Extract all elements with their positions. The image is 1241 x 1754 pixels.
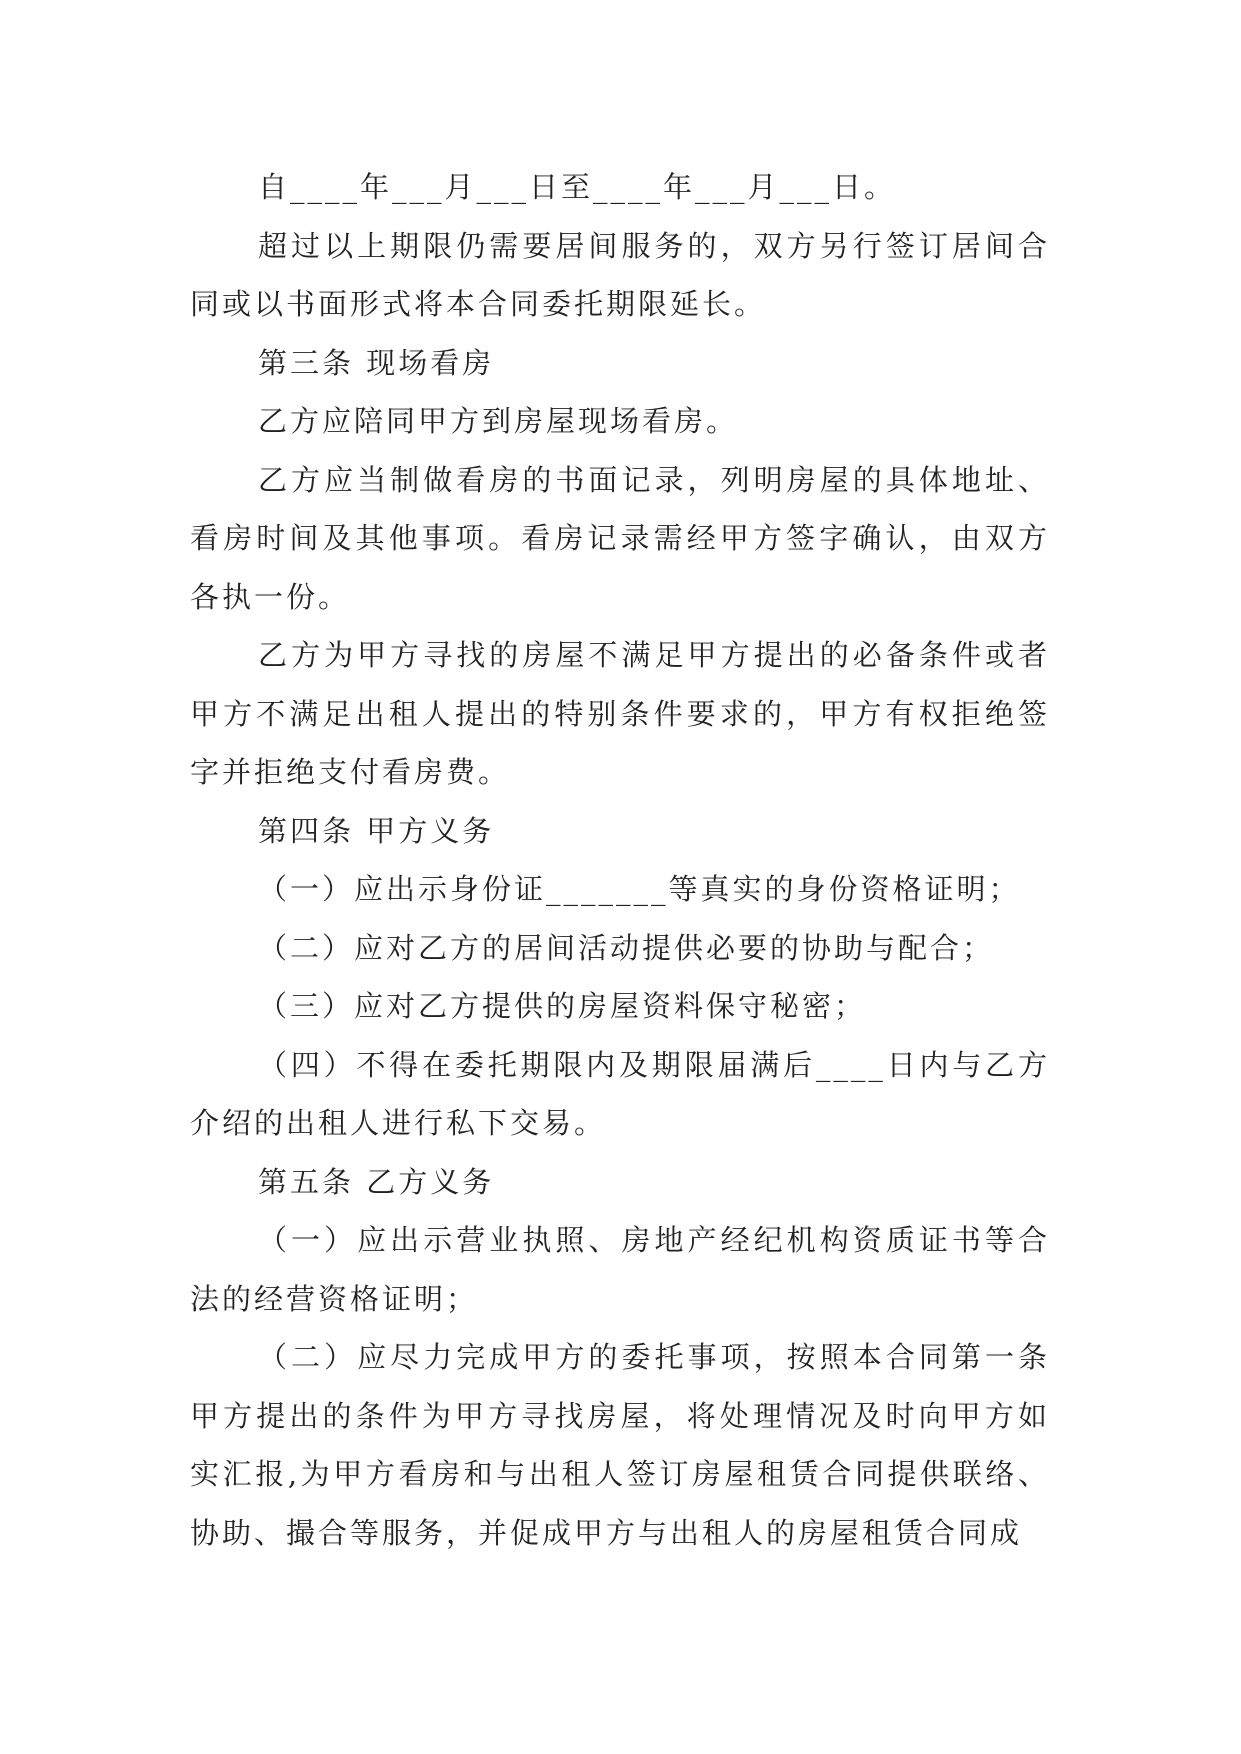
article-3-heading: 第三条 现场看房 [258, 345, 495, 380]
article-4-item-2: （二）应对乙方的居间活动提供必要的协助与配合； [258, 930, 995, 965]
date-range-line: 自____年___月___日至____年___月___日。 [258, 170, 897, 204]
article-4-heading: 第四条 甲方义务 [258, 813, 495, 848]
document-body [190, 158, 1050, 1562]
article-4-item-3: （三）应对乙方提供的房屋资料保守秘密； [258, 989, 867, 1023]
extension-clause: 超过以上期限仍需要居间服务的，双方另行签订居间合同或以书面形式将本合同委托期限延长。 [190, 228, 1050, 321]
article-5-heading: 第五条 乙方义务 [258, 1164, 495, 1199]
article-4-item-1: （一）应出示身份证_______等真实的身份资格证明； [258, 872, 1021, 906]
article-5-item-1: （一）应出示营业执照、房地产经纪机构资质证书等合法的经营资格证明； [190, 1223, 1050, 1316]
article-5-item-2: （二）应尽力完成甲方的委托事项，按照本合同第一条甲方提出的条件为甲方寻找房屋，将处理情况及时向甲方如实汇报,为甲方看房和与出租人签订房屋租赁合同提供联络、协助、撮合等服务，并促成甲方与出租人的房屋租赁合同成 [190, 1340, 1050, 1550]
article-3-para-2: 乙方应当制做看房的书面记录，列明房屋的具体地址、看房时间及其他事项。看房记录需经甲方签字确认，由双方各执一份。 [190, 462, 1050, 614]
article-4-item-4: （四）不得在委托期限内及期限届满后____日内与乙方介绍的出租人进行私下交易。 [190, 1047, 1050, 1140]
article-3-para-1: 乙方应陪同甲方到房屋现场看房。 [258, 404, 739, 438]
article-3-para-3: 乙方为甲方寻找的房屋不满足甲方提出的必备条件或者甲方不满足出租人提出的特别条件要求的，甲方有权拒绝签字并拒绝支付看房费。 [190, 638, 1050, 789]
